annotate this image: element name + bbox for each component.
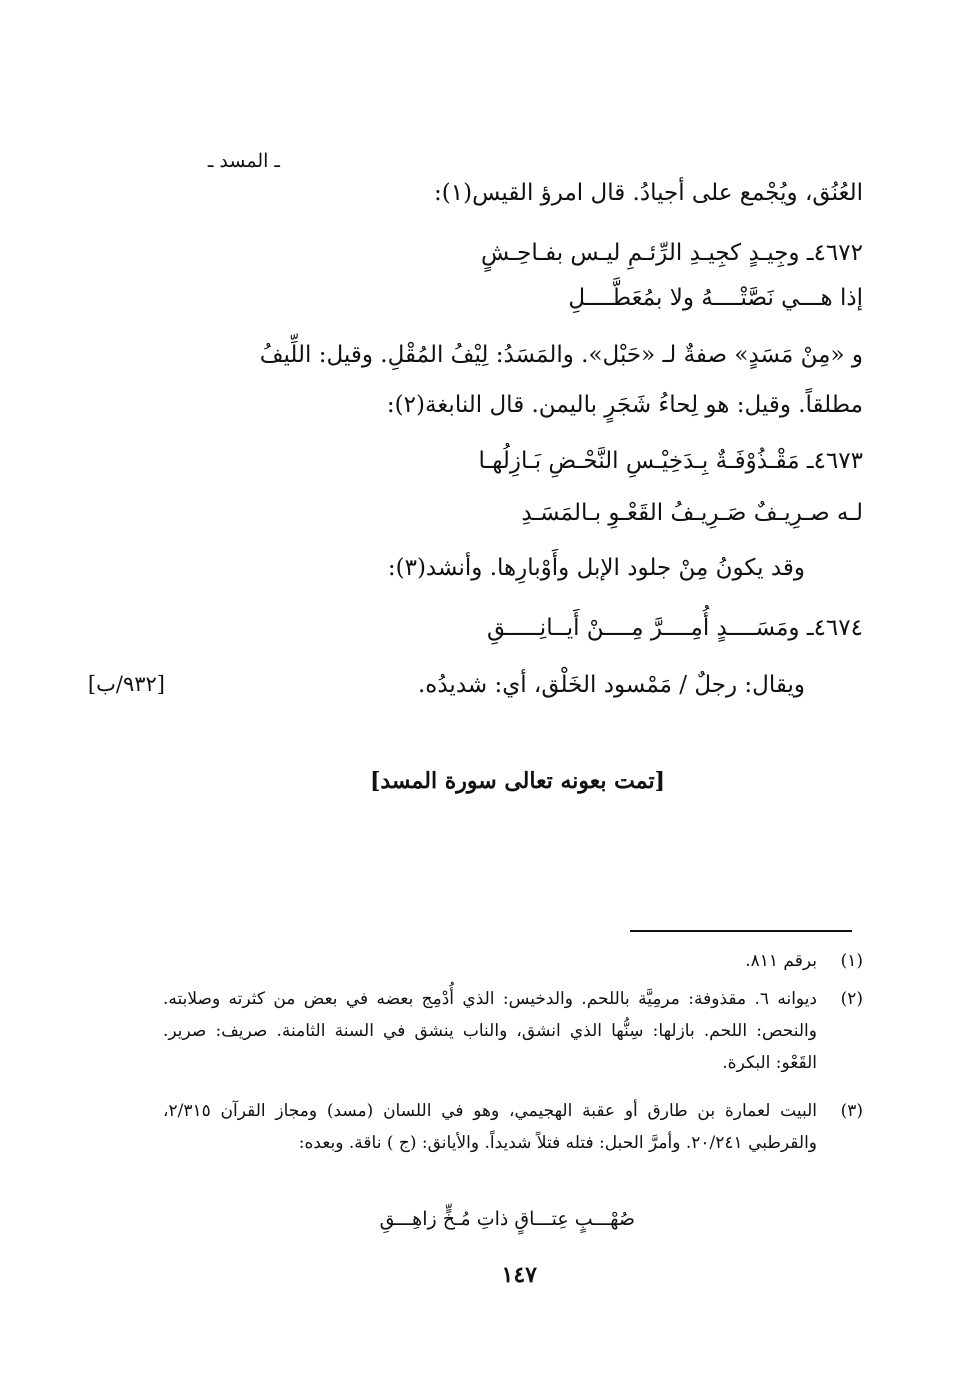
footnote-number: (٣) — [840, 1101, 863, 1121]
footnote-number: (١) — [840, 951, 863, 971]
verse-line: ٤٦٧٤ـ ومَسَــــدٍ أُمِــــرَّ مِــــنْ أَيــانِـــــقِ — [486, 615, 863, 641]
footnote-number: (٢) — [840, 989, 863, 1009]
surah-closing-note: [تمت بعونه تعالى سورة المسد] — [369, 768, 665, 794]
text-line: وقد يكونُ مِنْ جلود الإبل وأَوْبارِها. وأنشد(٣): — [387, 555, 805, 581]
footnote-text: البيت لعمارة بن طارق أو عقبة الهجيمي، وهو في اللسان (مسد) ومجاز القرآن ٢/٣١٥، والقرطبي ٢٠/٢٤١. وأمرَّ الحبل: فتله فتلاً شديداً. والأيانق: (ج ) ناقة. وبعده: — [163, 1101, 817, 1153]
page-number: ١٤٧ — [501, 1262, 537, 1288]
text-line: و «مِنْ مَسَدٍ» صفةٌ لـ «حَبْل». والمَسَدُ: لِيْفُ المُقْلِ. وقيل: اللِّيفُ — [259, 342, 863, 368]
verse-second-hemistich: إذا هـــي نَصَّتْــــهُ ولا بمُعَطَّــــلِ — [568, 285, 863, 311]
footnote-separator — [630, 930, 852, 932]
footnote-verse: صُهْـــبٍ عِتـــاقٍ ذاتِ مُـخٍّ زاهِـــقِ — [379, 1208, 635, 1230]
footnote-text: برقم ٨١١. — [745, 951, 817, 971]
footnote-text: ديوانه ٦. مقذوفة: مرمِيَّة باللحم. والدخيس: الذي أُدْمِج بعضه في بعض من كثرته وصلابته. والنحص: اللحم. بازلها: سِنُّها الذي انشق، والناب ينشق في السنة الثامنة. صريف: صرير. القَعْو: البكرة. — [163, 989, 817, 1073]
verse-first-hemistich: ٤٦٧٢ـ وجِيـدٍ كجِيـدِ الرِّئـمِ ليـس بفـاحِـشٍ — [481, 240, 863, 266]
running-title: ـ المسد ـ — [207, 150, 280, 172]
text-line: مطلقاً. وقيل: هو لِحاءُ شَجَرٍ باليمن. قال النابغة(٢): — [386, 392, 863, 418]
footnote — [163, 1095, 863, 1159]
text-line: ويقال: رجلٌ / مَمْسود الخَلْق، أي: شديدُه. — [417, 672, 805, 698]
manuscript-folio-reference: [٩٣٢/ب] — [87, 672, 165, 696]
verse-first-hemistich: ٤٦٧٣ـ مَقْـذُوْفَـةٌ بِـدَخِيْـسِ النَّحْـضِ بَـازِلُهـا — [478, 448, 863, 474]
footnote — [163, 983, 863, 1079]
verse-second-hemistich: لـه صـرِيـفٌ صَـرِيـفُ القَعْـوِ بـالمَسَـدِ — [521, 500, 863, 526]
text-line: العُنُق، ويُجْمع على أجيادُ. قال امرؤ القيس(١): — [434, 180, 863, 206]
footnote — [163, 945, 863, 977]
